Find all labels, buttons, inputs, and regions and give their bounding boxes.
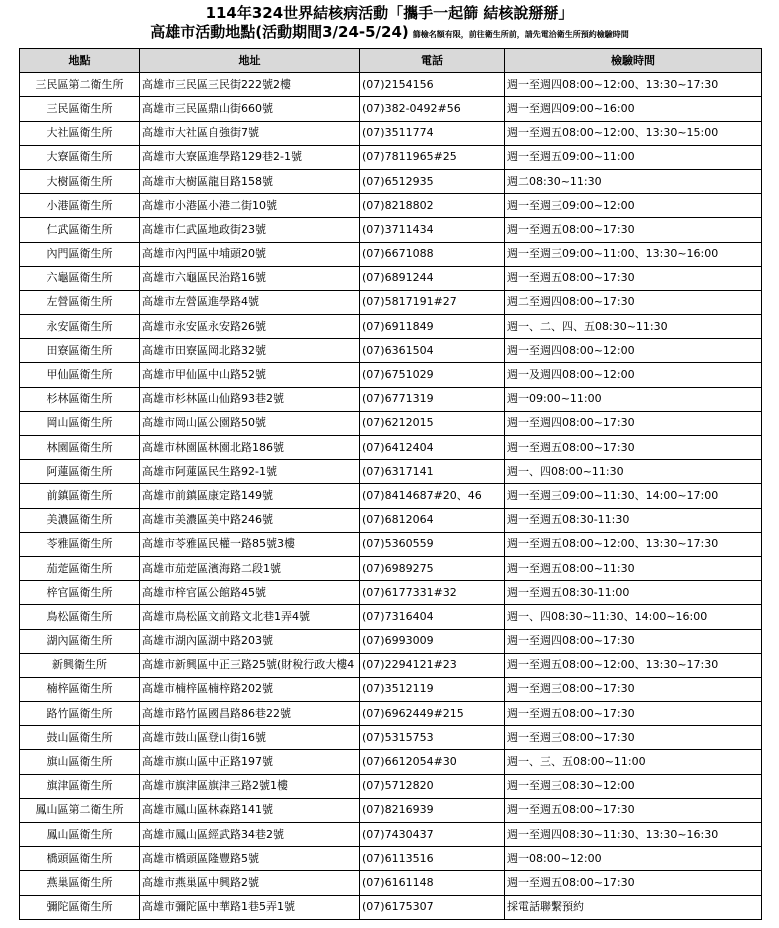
table-row xyxy=(20,363,762,387)
location-cell: 左營區衛生所 xyxy=(20,290,140,314)
location-cell: 大社區衛生所 xyxy=(20,121,140,145)
phone-cell: (07)6212015 xyxy=(360,411,505,435)
address-cell: 高雄市岡山區公園路50號 xyxy=(140,411,360,435)
phone-cell: (07)6993009 xyxy=(360,629,505,653)
phone-cell: (07)3512119 xyxy=(360,677,505,701)
location-cell: 前鎮區衛生所 xyxy=(20,484,140,508)
phone-cell: (07)2154156 xyxy=(360,73,505,97)
address-cell: 高雄市林園區林園北路186號 xyxy=(140,436,360,460)
phone-cell: (07)5817191#27 xyxy=(360,290,505,314)
header-location: 地點 xyxy=(20,49,140,73)
address-cell: 高雄市甲仙區中山路52號 xyxy=(140,363,360,387)
table-header-row xyxy=(20,49,762,73)
location-cell: 永安區衛生所 xyxy=(20,315,140,339)
phone-cell: (07)6751029 xyxy=(360,363,505,387)
table-row xyxy=(20,339,762,363)
time-cell: 週一至週四08:00~17:30 xyxy=(505,629,762,653)
table-row xyxy=(20,581,762,605)
table-row xyxy=(20,871,762,895)
table-row xyxy=(20,436,762,460)
location-cell: 仁武區衛生所 xyxy=(20,218,140,242)
table-row xyxy=(20,290,762,314)
address-cell: 高雄市小港區小港二街10號 xyxy=(140,194,360,218)
time-cell: 週一08:00~12:00 xyxy=(505,847,762,871)
phone-cell: (07)5360559 xyxy=(360,532,505,556)
address-cell: 高雄市內門區中埔頭20號 xyxy=(140,242,360,266)
time-cell: 週一至週五08:00~17:30 xyxy=(505,266,762,290)
table-row xyxy=(20,605,762,629)
location-cell: 三民區衛生所 xyxy=(20,97,140,121)
table-row xyxy=(20,774,762,798)
phone-cell: (07)6671088 xyxy=(360,242,505,266)
address-cell: 高雄市路竹區國昌路86巷22號 xyxy=(140,702,360,726)
table-row xyxy=(20,218,762,242)
location-cell: 鼓山區衛生所 xyxy=(20,726,140,750)
location-cell: 燕巢區衛生所 xyxy=(20,871,140,895)
address-cell: 高雄市大樹區龍目路158號 xyxy=(140,169,360,193)
time-cell: 週一至週五08:00~12:00、13:30~17:30 xyxy=(505,653,762,677)
time-cell: 週一至週五08:30-11:30 xyxy=(505,508,762,532)
location-cell: 美濃區衛生所 xyxy=(20,508,140,532)
time-cell: 週一至週五08:00~17:30 xyxy=(505,218,762,242)
address-cell: 高雄市旗津區旗津三路2號1樓 xyxy=(140,774,360,798)
phone-cell: (07)6161148 xyxy=(360,871,505,895)
address-cell: 高雄市杉林區山仙路93巷2號 xyxy=(140,387,360,411)
table-row xyxy=(20,73,762,97)
address-cell: 高雄市新興區中正三路25號(財稅行政大樓4 xyxy=(140,653,360,677)
phone-cell: (07)5712820 xyxy=(360,774,505,798)
location-cell: 三民區第二衛生所 xyxy=(20,73,140,97)
phone-cell: (07)6962449#215 xyxy=(360,702,505,726)
table-row xyxy=(20,556,762,580)
table-row xyxy=(20,629,762,653)
time-cell: 週二至週四08:00~17:30 xyxy=(505,290,762,314)
address-cell: 高雄市茄萣區濱海路二段1號 xyxy=(140,556,360,580)
location-cell: 岡山區衛生所 xyxy=(20,411,140,435)
location-cell: 內門區衛生所 xyxy=(20,242,140,266)
location-cell: 林園區衛生所 xyxy=(20,436,140,460)
phone-cell: (07)8414687#20、46 xyxy=(360,484,505,508)
table-row xyxy=(20,895,762,919)
table-body xyxy=(20,73,762,920)
time-cell: 週一至週三09:00~11:00、13:30~16:00 xyxy=(505,242,762,266)
table-row xyxy=(20,823,762,847)
table-row xyxy=(20,702,762,726)
phone-cell: (07)6812064 xyxy=(360,508,505,532)
time-cell: 週一至週五08:00~17:30 xyxy=(505,702,762,726)
phone-cell: (07)7316404 xyxy=(360,605,505,629)
time-cell: 週一至週五08:30-11:00 xyxy=(505,581,762,605)
location-cell: 湖內區衛生所 xyxy=(20,629,140,653)
time-cell: 週一、四08:00~11:30 xyxy=(505,460,762,484)
location-cell: 楠梓區衛生所 xyxy=(20,677,140,701)
clinic-schedule-table xyxy=(19,48,762,920)
address-cell: 高雄市鳳山區林森路141號 xyxy=(140,798,360,822)
phone-cell: (07)8218802 xyxy=(360,194,505,218)
phone-cell: (07)2294121#23 xyxy=(360,653,505,677)
phone-cell: (07)7811965#25 xyxy=(360,145,505,169)
table-row xyxy=(20,750,762,774)
address-cell: 高雄市鳳山區經武路34巷2號 xyxy=(140,823,360,847)
time-cell: 週一至週四08:00~12:00、13:30~17:30 xyxy=(505,73,762,97)
table-row xyxy=(20,145,762,169)
phone-cell: (07)6177331#32 xyxy=(360,581,505,605)
header-phone: 電話 xyxy=(360,49,505,73)
time-cell: 週一至週三08:00~17:30 xyxy=(505,726,762,750)
table-row xyxy=(20,387,762,411)
time-cell: 週一及週四08:00~12:00 xyxy=(505,363,762,387)
table-row xyxy=(20,121,762,145)
time-cell: 週一、三、五08:00~11:00 xyxy=(505,750,762,774)
table-row xyxy=(20,508,762,532)
subtitle-main: 高雄市活動地點(活動期間3/24-5/24) xyxy=(150,23,409,41)
location-cell: 小港區衛生所 xyxy=(20,194,140,218)
table-row xyxy=(20,242,762,266)
address-cell: 高雄市田寮區岡北路32號 xyxy=(140,339,360,363)
table-row xyxy=(20,315,762,339)
location-cell: 苓雅區衛生所 xyxy=(20,532,140,556)
phone-cell: (07)382-0492#56 xyxy=(360,97,505,121)
location-cell: 鳳山區第二衛生所 xyxy=(20,798,140,822)
address-cell: 高雄市燕巢區中興路2號 xyxy=(140,871,360,895)
location-cell: 甲仙區衛生所 xyxy=(20,363,140,387)
header-test-time: 檢驗時間 xyxy=(505,49,762,73)
phone-cell: (07)6989275 xyxy=(360,556,505,580)
table-row xyxy=(20,169,762,193)
table-row xyxy=(20,653,762,677)
address-cell: 高雄市彌陀區中華路1巷5弄1號 xyxy=(140,895,360,919)
table-row xyxy=(20,726,762,750)
phone-cell: (07)5315753 xyxy=(360,726,505,750)
table-row xyxy=(20,194,762,218)
address-cell: 高雄市湖內區湖中路203號 xyxy=(140,629,360,653)
location-cell: 橋頭區衛生所 xyxy=(20,847,140,871)
location-cell: 旗山區衛生所 xyxy=(20,750,140,774)
time-cell: 週一至週五08:00~17:30 xyxy=(505,798,762,822)
address-cell: 高雄市大社區自強街7號 xyxy=(140,121,360,145)
location-cell: 梓官區衛生所 xyxy=(20,581,140,605)
address-cell: 高雄市橋頭區隆豐路5號 xyxy=(140,847,360,871)
time-cell: 採電話聯繫預約 xyxy=(505,895,762,919)
phone-cell: (07)6412404 xyxy=(360,436,505,460)
table-row xyxy=(20,460,762,484)
phone-cell: (07)6175307 xyxy=(360,895,505,919)
time-cell: 週一至週四08:00~17:30 xyxy=(505,411,762,435)
location-cell: 鳥松區衛生所 xyxy=(20,605,140,629)
time-cell: 週一至週三09:00~12:00 xyxy=(505,194,762,218)
phone-cell: (07)6317141 xyxy=(360,460,505,484)
table-row xyxy=(20,532,762,556)
table-row xyxy=(20,798,762,822)
document-subtitle xyxy=(0,22,779,45)
subtitle-note: 篩檢名額有限，前往衛生所前，請先電洽衛生所預約檢驗時間 xyxy=(412,30,629,39)
time-cell: 週一09:00~11:00 xyxy=(505,387,762,411)
address-cell: 高雄市六龜區民治路16號 xyxy=(140,266,360,290)
time-cell: 週一至週四09:00~16:00 xyxy=(505,97,762,121)
time-cell: 週一、四08:30~11:30、14:00~16:00 xyxy=(505,605,762,629)
location-cell: 路竹區衛生所 xyxy=(20,702,140,726)
address-cell: 高雄市鳥松區文前路文北巷1弄4號 xyxy=(140,605,360,629)
time-cell: 週一至週五08:00~11:30 xyxy=(505,556,762,580)
header-address: 地址 xyxy=(140,49,360,73)
address-cell: 高雄市三民區三民街222號2樓 xyxy=(140,73,360,97)
time-cell: 週一至週五08:00~17:30 xyxy=(505,871,762,895)
address-cell: 高雄市前鎮區康定路149號 xyxy=(140,484,360,508)
location-cell: 新興衛生所 xyxy=(20,653,140,677)
time-cell: 週二08:30~11:30 xyxy=(505,169,762,193)
phone-cell: (07)7430437 xyxy=(360,823,505,847)
table-row xyxy=(20,411,762,435)
address-cell: 高雄市鼓山區登山街16號 xyxy=(140,726,360,750)
location-cell: 田寮區衛生所 xyxy=(20,339,140,363)
time-cell: 週一至週四08:30~11:30、13:30~16:30 xyxy=(505,823,762,847)
time-cell: 週一至週四08:00~12:00 xyxy=(505,339,762,363)
time-cell: 週一至週三09:00~11:30、14:00~17:00 xyxy=(505,484,762,508)
phone-cell: (07)6113516 xyxy=(360,847,505,871)
phone-cell: (07)3711434 xyxy=(360,218,505,242)
address-cell: 高雄市楠梓區楠梓路202號 xyxy=(140,677,360,701)
time-cell: 週一至週三08:00~17:30 xyxy=(505,677,762,701)
phone-cell: (07)3511774 xyxy=(360,121,505,145)
location-cell: 茄萣區衛生所 xyxy=(20,556,140,580)
address-cell: 高雄市美濃區美中路246號 xyxy=(140,508,360,532)
table-row xyxy=(20,484,762,508)
phone-cell: (07)6612054#30 xyxy=(360,750,505,774)
location-cell: 旗津區衛生所 xyxy=(20,774,140,798)
address-cell: 高雄市梓官區公館路45號 xyxy=(140,581,360,605)
time-cell: 週一至週三08:30~12:00 xyxy=(505,774,762,798)
table-row xyxy=(20,97,762,121)
time-cell: 週一、二、四、五08:30~11:30 xyxy=(505,315,762,339)
time-cell: 週一至週五08:00~12:00、13:30~15:00 xyxy=(505,121,762,145)
document-title: 114年324世界結核病活動「攜手一起篩 結核說掰掰」 xyxy=(205,4,574,22)
phone-cell: (07)6361504 xyxy=(360,339,505,363)
address-cell: 高雄市阿蓮區民生路92-1號 xyxy=(140,460,360,484)
time-cell: 週一至週五08:00~17:30 xyxy=(505,436,762,460)
address-cell: 高雄市大寮區進學路129巷2-1號 xyxy=(140,145,360,169)
table-row xyxy=(20,847,762,871)
location-cell: 大樹區衛生所 xyxy=(20,169,140,193)
phone-cell: (07)6512935 xyxy=(360,169,505,193)
address-cell: 高雄市苓雅區民權一路85號3樓 xyxy=(140,532,360,556)
phone-cell: (07)6771319 xyxy=(360,387,505,411)
phone-cell: (07)6911849 xyxy=(360,315,505,339)
location-cell: 六龜區衛生所 xyxy=(20,266,140,290)
address-cell: 高雄市仁武區地政街23號 xyxy=(140,218,360,242)
phone-cell: (07)8216939 xyxy=(360,798,505,822)
location-cell: 大寮區衛生所 xyxy=(20,145,140,169)
location-cell: 彌陀區衛生所 xyxy=(20,895,140,919)
address-cell: 高雄市左營區進學路4號 xyxy=(140,290,360,314)
location-cell: 鳳山區衛生所 xyxy=(20,823,140,847)
location-cell: 阿蓮區衛生所 xyxy=(20,460,140,484)
location-cell: 杉林區衛生所 xyxy=(20,387,140,411)
phone-cell: (07)6891244 xyxy=(360,266,505,290)
table-row xyxy=(20,266,762,290)
address-cell: 高雄市旗山區中正路197號 xyxy=(140,750,360,774)
time-cell: 週一至週五09:00~11:00 xyxy=(505,145,762,169)
address-cell: 高雄市永安區永安路26號 xyxy=(140,315,360,339)
address-cell: 高雄市三民區鼎山街660號 xyxy=(140,97,360,121)
table-row xyxy=(20,677,762,701)
time-cell: 週一至週五08:00~12:00、13:30~17:30 xyxy=(505,532,762,556)
